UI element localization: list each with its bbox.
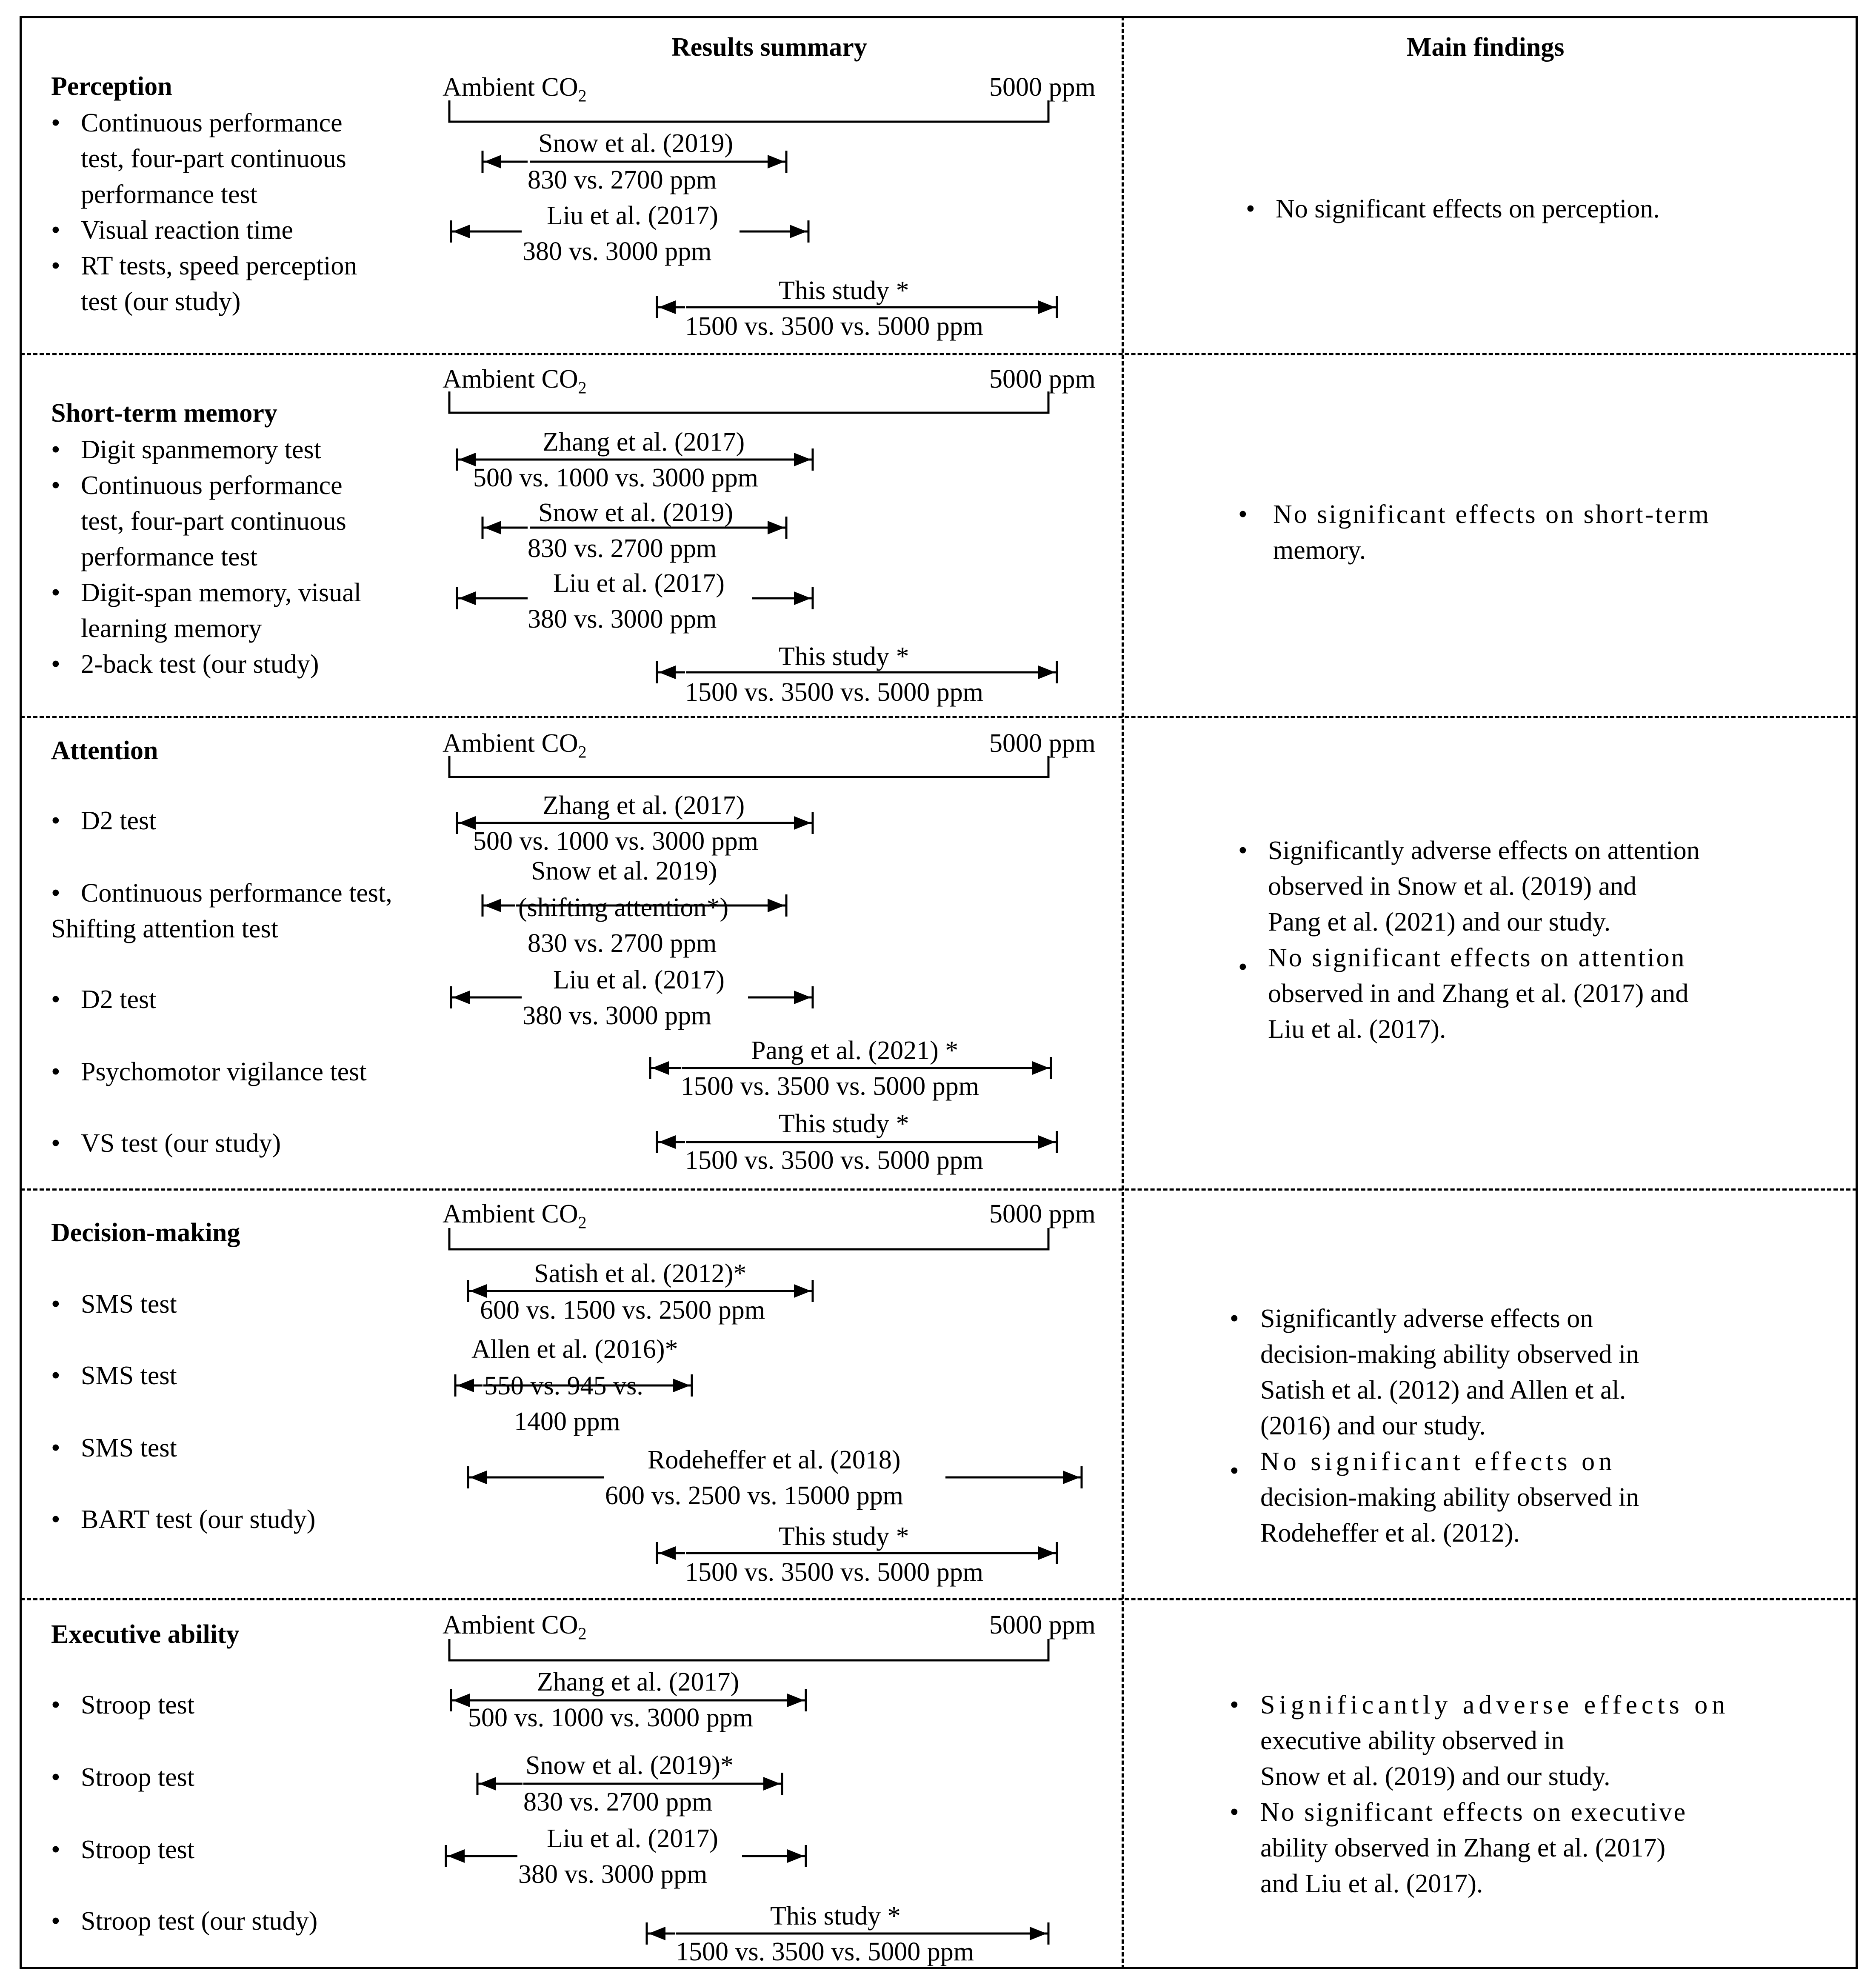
- test-item-line: D2 test: [81, 806, 157, 835]
- arrow-head-left-icon: [659, 300, 676, 314]
- co2-scale-bracket: [449, 1639, 1048, 1660]
- arrow-head-right-icon: [787, 1694, 804, 1707]
- study-name: Zhang et al. (2017): [543, 428, 745, 457]
- section-title: Short-term memory: [51, 399, 277, 428]
- section-title: Decision-making: [51, 1218, 240, 1247]
- test-item-line: SMS test: [81, 1434, 177, 1462]
- finding-line: observed in Snow et al. (2019) and: [1268, 872, 1637, 901]
- ambient-co2-label: Ambient $CO_2$: [443, 1200, 587, 1232]
- study-name: Liu et al. (2017): [547, 201, 718, 230]
- bullet-icon: •: [1230, 1304, 1239, 1333]
- test-item-line: VS test (our study): [81, 1129, 281, 1158]
- study-conditions: 1500 vs. 3500 vs. 5000 ppm: [681, 1072, 979, 1101]
- arrow-head-right-icon: [1032, 1061, 1049, 1075]
- max-ppm-label: 5000 ppm: [989, 365, 1096, 394]
- arrow-head-right-icon: [1038, 1135, 1055, 1149]
- arrow-head-right-icon: [1038, 300, 1055, 314]
- arrow-head-left-icon: [484, 899, 501, 912]
- test-item-line: BART test (our study): [81, 1505, 316, 1534]
- finding-line: No significant effects on executive: [1260, 1798, 1688, 1827]
- study-conditions: 600 vs. 1500 vs. 2500 ppm: [480, 1296, 765, 1325]
- section-title: Executive ability: [51, 1620, 240, 1649]
- study-conditions: 500 vs. 1000 vs. 3000 ppm: [473, 463, 758, 492]
- arrow-head-right-icon: [768, 521, 785, 534]
- ambient-co2-label: Ambient $CO_2$: [443, 73, 587, 106]
- arrow-head-left-icon: [459, 591, 476, 605]
- test-item-line: SMS test: [81, 1290, 177, 1319]
- arrow-head-right-icon: [1038, 1546, 1055, 1560]
- arrow-head-right-icon: [794, 1284, 811, 1298]
- study-conditions: 500 vs. 1000 vs. 3000 ppm: [468, 1703, 753, 1732]
- finding-line: observed in and Zhang et al. (2017) and: [1268, 979, 1689, 1008]
- study-name: Rodeheffer et al. (2018): [648, 1445, 901, 1474]
- arrow-head-left-icon: [448, 1849, 465, 1863]
- bullet-icon: •: [51, 806, 60, 835]
- bullet-icon: •: [51, 1290, 60, 1319]
- study-conditions: 1500 vs. 3500 vs. 5000 ppm: [685, 1146, 983, 1175]
- study-name: Satish et al. (2012)*: [534, 1259, 747, 1288]
- arrow-head-left-icon: [484, 521, 501, 534]
- study-name: This study *: [779, 642, 909, 671]
- bullet-icon: •: [51, 985, 60, 1014]
- arrow-head-left-icon: [484, 155, 501, 169]
- study-conditions: 380 vs. 3000 ppm: [528, 605, 717, 634]
- test-item-line: performance test: [81, 543, 257, 571]
- bullet-icon: •: [51, 1129, 60, 1158]
- test-item-line: Visual reaction time: [81, 216, 293, 245]
- max-ppm-label: 5000 ppm: [989, 73, 1096, 102]
- arrow-head-left-icon: [659, 1135, 676, 1149]
- main-findings-header: Main findings: [1407, 33, 1565, 62]
- bullet-icon: •: [51, 650, 60, 679]
- section-title: Perception: [51, 72, 172, 101]
- bullet-icon: •: [51, 1907, 60, 1936]
- study-name: This study *: [779, 276, 909, 305]
- bullet-icon: •: [51, 1434, 60, 1462]
- study-name: Zhang et al. (2017): [543, 791, 745, 820]
- bullet-icon: •: [51, 1763, 60, 1792]
- ambient-co2-label: Ambient $CO_2$: [443, 1611, 587, 1643]
- arrow-head-right-icon: [768, 155, 785, 169]
- arrow-head-right-icon: [1063, 1471, 1080, 1484]
- test-item-line: Continuous performance: [81, 471, 343, 500]
- test-item-line: SMS test: [81, 1361, 177, 1390]
- arrow-head-right-icon: [673, 1379, 690, 1392]
- study-name: Snow et al. 2019): [531, 857, 717, 885]
- test-item-line: D2 test: [81, 985, 157, 1014]
- study-conditions: 1500 vs. 3500 vs. 5000 ppm: [685, 1558, 983, 1587]
- arrow-head-left-icon: [457, 1379, 474, 1392]
- test-item-line: Digit spanmemory test: [81, 435, 321, 464]
- finding-line: ability observed in Zhang et al. (2017): [1260, 1834, 1666, 1862]
- finding-line: No significant effects on perception.: [1276, 194, 1660, 223]
- study-conditions: 380 vs. 3000 ppm: [523, 1001, 712, 1030]
- study-name: Liu et al. (2017): [553, 965, 725, 994]
- study-name: Snow et al. (2019): [538, 129, 734, 158]
- finding-line: Significantly adverse effects on attention: [1268, 836, 1700, 865]
- section-title: Attention: [51, 736, 158, 765]
- study-name: This study *: [779, 1522, 909, 1551]
- bullet-icon: •: [51, 471, 60, 500]
- bullet-icon: •: [51, 1057, 60, 1086]
- finding-line: (2016) and our study.: [1260, 1411, 1486, 1440]
- study-conditions: 830 vs. 2700 ppm: [528, 534, 717, 563]
- bullet-icon: •: [51, 435, 60, 464]
- study-conditions: 600 vs. 2500 vs. 15000 ppm: [605, 1481, 903, 1510]
- co2-scale-bracket: [449, 1228, 1048, 1249]
- finding-line: Snow et al. (2019) and our study.: [1260, 1762, 1610, 1791]
- test-item-line: RT tests, speed perception: [81, 251, 357, 280]
- bullet-icon: •: [51, 578, 60, 607]
- arrow-head-left-icon: [470, 1471, 487, 1484]
- finding-line: No significant effects on attention: [1268, 943, 1686, 972]
- bullet-icon: •: [1238, 500, 1248, 529]
- max-ppm-label: 5000 ppm: [989, 1200, 1096, 1228]
- bullet-icon: •: [51, 1361, 60, 1390]
- test-item-line: Stroop test: [81, 1763, 194, 1792]
- bullet-icon: •: [51, 109, 60, 137]
- test-item-line: learning memory: [81, 614, 262, 643]
- max-ppm-label: 5000 ppm: [989, 1611, 1096, 1639]
- arrow-head-right-icon: [763, 1777, 780, 1791]
- bullet-icon: •: [1238, 953, 1248, 982]
- arrow-head-right-icon: [794, 991, 811, 1004]
- study-conditions: 500 vs. 1000 vs. 3000 ppm: [473, 827, 758, 856]
- bullet-icon: •: [51, 1505, 60, 1534]
- arrow-head-left-icon: [453, 991, 470, 1004]
- test-item-line: Stroop test: [81, 1835, 194, 1864]
- finding-line: and Liu et al. (2017).: [1260, 1869, 1483, 1898]
- arrow-head-left-icon: [453, 1694, 470, 1707]
- study-conditions: (shifting attention*): [518, 893, 729, 922]
- arrow-head-right-icon: [794, 816, 811, 830]
- test-item-line: Continuous performance test,: [81, 879, 392, 908]
- study-name: Snow et al. (2019): [538, 498, 734, 527]
- bullet-icon: •: [51, 879, 60, 908]
- study-conditions: 1500 vs. 3500 vs. 5000 ppm: [685, 312, 983, 341]
- bullet-icon: •: [51, 1691, 60, 1719]
- bullet-icon: •: [1238, 836, 1248, 865]
- finding-line: Significantly adverse effects on: [1260, 1304, 1593, 1333]
- arrow-head-right-icon: [787, 1849, 804, 1863]
- finding-line: executive ability observed in: [1260, 1726, 1565, 1755]
- arrow-head-left-icon: [453, 225, 470, 238]
- study-conditions: 1400 ppm: [514, 1407, 620, 1436]
- finding-line: Satish et al. (2012) and Allen et al.: [1260, 1376, 1626, 1405]
- finding-line: No significant effects on: [1260, 1447, 1616, 1476]
- study-conditions: 830 vs. 2700 ppm: [523, 1788, 713, 1816]
- test-item-line: test (our study): [81, 287, 241, 316]
- test-item-line: 2-back test (our study): [81, 650, 319, 679]
- test-item-line: Stroop test (our study): [81, 1907, 318, 1936]
- test-item-line: Stroop test: [81, 1691, 194, 1719]
- finding-line: Liu et al. (2017).: [1268, 1015, 1446, 1044]
- study-name: Pang et al. (2021) *: [751, 1036, 959, 1065]
- bullet-icon: •: [1246, 194, 1255, 223]
- arrow-head-right-icon: [790, 225, 807, 238]
- test-item-line: Psychomotor vigilance test: [81, 1057, 367, 1086]
- bullet-icon: •: [1230, 1691, 1239, 1719]
- test-item-line: test, four-part continuous: [81, 144, 346, 173]
- study-name: This study *: [770, 1902, 901, 1931]
- test-item-line: Continuous performance: [81, 109, 343, 137]
- results-summary-header: Results summary: [671, 33, 867, 62]
- study-name: Snow et al. (2019)*: [525, 1751, 734, 1780]
- arrow-head-left-icon: [652, 1061, 669, 1075]
- finding-line: No significant effects on short-term: [1273, 500, 1710, 529]
- study-name: Liu et al. (2017): [547, 1824, 718, 1853]
- finding-line: Rodeheffer et al. (2012).: [1260, 1519, 1520, 1548]
- arrow-head-left-icon: [479, 1777, 496, 1791]
- max-ppm-label: 5000 ppm: [989, 729, 1096, 758]
- arrow-head-right-icon: [794, 453, 811, 466]
- arrow-head-right-icon: [768, 899, 785, 912]
- study-name: Zhang et al. (2017): [537, 1668, 740, 1697]
- bullet-icon: •: [1230, 1457, 1239, 1485]
- test-item-line: Digit-span memory, visual: [81, 578, 361, 607]
- bullet-icon: •: [51, 251, 60, 280]
- finding-line: decision-making ability observed in: [1260, 1483, 1639, 1512]
- test-item-line: performance test: [81, 180, 257, 209]
- finding-line: Pang et al. (2021) and our study.: [1268, 908, 1611, 937]
- ambient-co2-label: Ambient $CO_2$: [443, 365, 587, 397]
- bullet-icon: •: [1230, 1798, 1239, 1827]
- bullet-icon: •: [51, 216, 60, 245]
- study-conditions: 380 vs. 3000 ppm: [518, 1860, 708, 1889]
- study-conditions: 1500 vs. 3500 vs. 5000 ppm: [676, 1937, 974, 1966]
- arrow-head-left-icon: [659, 665, 676, 679]
- finding-line: decision-making ability observed in: [1260, 1340, 1639, 1369]
- bullet-icon: •: [51, 1835, 60, 1864]
- test-item-line: test, four-part continuous: [81, 507, 346, 536]
- arrow-head-left-icon: [659, 1546, 676, 1560]
- arrow-head-left-icon: [648, 1927, 665, 1940]
- test-item-line: Shifting attention test: [51, 914, 278, 943]
- arrow-head-right-icon: [1030, 1927, 1047, 1940]
- study-name: Allen et al. (2016)*: [471, 1335, 678, 1364]
- finding-line: Significantly adverse effects on: [1260, 1691, 1730, 1719]
- study-conditions: 380 vs. 3000 ppm: [523, 237, 712, 266]
- arrow-head-right-icon: [794, 591, 811, 605]
- ambient-co2-label: Ambient $CO_2$: [443, 729, 587, 762]
- study-name: This study *: [779, 1109, 909, 1138]
- finding-line: memory.: [1273, 536, 1366, 565]
- study-conditions: 1500 vs. 3500 vs. 5000 ppm: [685, 678, 983, 707]
- study-conditions: 550 vs. 945 vs.: [484, 1371, 643, 1400]
- study-name: Liu et al. (2017): [553, 569, 725, 598]
- study-conditions: 830 vs. 2700 ppm: [528, 929, 717, 958]
- arrow-head-right-icon: [1038, 665, 1055, 679]
- study-conditions: 830 vs. 2700 ppm: [528, 166, 717, 194]
